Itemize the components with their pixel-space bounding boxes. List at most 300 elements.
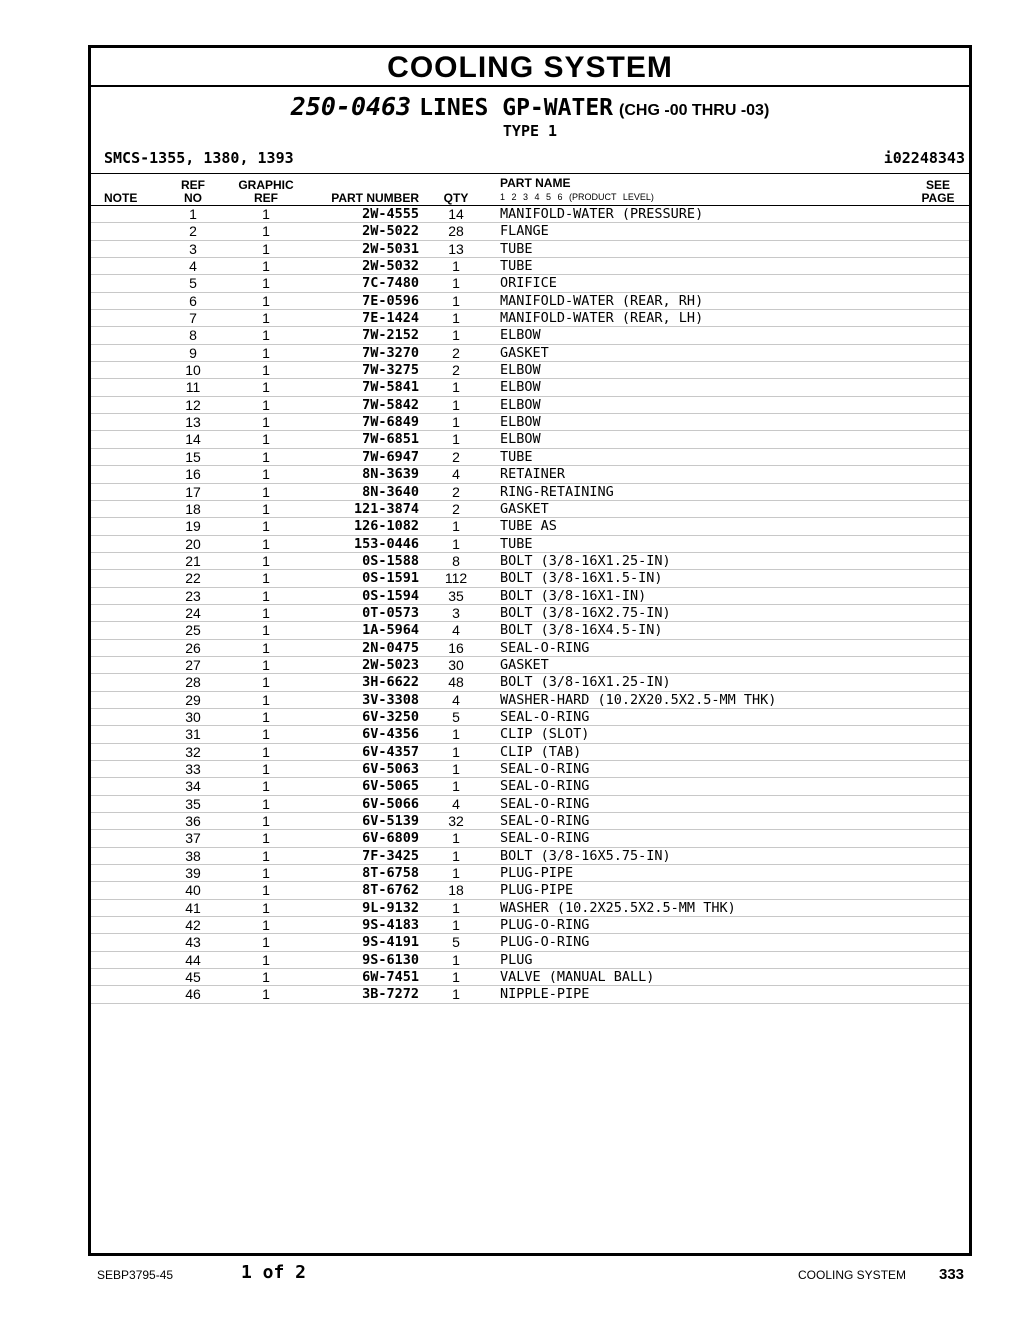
part-name-cell: RING-RETAINING [500, 483, 614, 500]
graphic-ref-cell: 1 [262, 656, 270, 673]
graphic-ref-cell: 1 [262, 223, 270, 240]
ref-no-cell: 24 [185, 604, 201, 621]
table-row [91, 345, 969, 362]
part-number-cell: 1A-5964 [362, 622, 419, 639]
table-row [91, 726, 969, 743]
part-name-cell: BOLT (3/8-16X5.75-IN) [500, 847, 671, 864]
graphic-ref-cell: 1 [262, 362, 270, 379]
table-row [91, 952, 969, 969]
qty-cell: 1 [452, 379, 460, 396]
col-header-ref-no-line2: NO [184, 191, 202, 205]
part-name-cell: WASHER (10.2X25.5X2.5-MM THK) [500, 899, 736, 916]
graphic-ref-cell: 1 [262, 986, 270, 1003]
ref-no-cell: 36 [185, 813, 201, 830]
table-row [91, 362, 969, 379]
ref-no-cell: 45 [185, 969, 201, 986]
part-number-cell: 2W-4555 [362, 206, 419, 222]
table-row [91, 275, 969, 292]
ref-no-cell: 30 [185, 708, 201, 725]
table-row [91, 796, 969, 813]
qty-cell: 1 [452, 830, 460, 847]
qty-cell: 1 [452, 778, 460, 795]
qty-cell: 1 [452, 951, 460, 968]
graphic-ref-cell: 1 [262, 552, 270, 569]
part-number-cell: 9S-4183 [362, 917, 419, 934]
part-number-cell: 6V-5063 [362, 761, 419, 777]
graphic-ref-cell: 1 [262, 795, 270, 812]
part-number-cell: 6V-5065 [362, 778, 419, 795]
part-number-cell: 6V-6809 [362, 830, 419, 847]
part-name-cell: RETAINER [500, 466, 566, 483]
part-number-cell: 0S-1588 [362, 552, 419, 569]
ref-no-cell: 33 [185, 761, 201, 777]
qty-cell: 1 [452, 518, 460, 535]
table-row [91, 327, 969, 344]
part-name-cell: ORIFICE [500, 275, 557, 292]
qty-cell: 32 [448, 813, 464, 830]
graphic-ref-cell: 1 [262, 743, 270, 760]
part-number-cell: 8N-3639 [362, 466, 419, 483]
graphic-ref-cell: 1 [262, 258, 270, 275]
qty-cell: 4 [452, 466, 460, 483]
graphic-ref-cell: 1 [262, 674, 270, 691]
ref-no-cell: 7 [189, 310, 197, 327]
qty-cell: 35 [448, 587, 464, 604]
part-number-cell: 7W-6849 [362, 414, 419, 431]
graphic-ref-cell: 1 [262, 535, 270, 552]
table-row [91, 986, 969, 1003]
part-name-cell: NIPPLE-PIPE [500, 986, 590, 1003]
part-name-cell: TUBE AS [500, 518, 557, 535]
part-number-cell: 3V-3308 [362, 691, 419, 708]
parts-list-frame [88, 45, 972, 1256]
qty-cell: 1 [452, 726, 460, 743]
group-name: LINES GP-WATER [419, 95, 614, 121]
part-number-cell: 8T-6758 [362, 865, 419, 882]
illustration-id: i02248343 [883, 149, 965, 167]
qty-cell: 4 [452, 622, 460, 639]
part-number-cell: 7W-3270 [362, 344, 419, 361]
ref-no-cell: 38 [185, 847, 201, 864]
ref-no-cell: 23 [185, 587, 201, 604]
footer-page-number: 333 [939, 1266, 965, 1283]
part-number-cell: 2W-5022 [362, 223, 419, 240]
part-number-cell: 9S-6130 [362, 951, 419, 968]
qty-cell: 2 [452, 448, 460, 465]
ref-no-cell: 6 [189, 292, 197, 309]
graphic-ref-cell: 1 [262, 951, 270, 968]
table-row [91, 830, 969, 847]
part-number-cell: 6V-4356 [362, 726, 419, 743]
table-row [91, 917, 969, 934]
qty-cell: 28 [448, 223, 464, 240]
graphic-ref-cell: 1 [262, 847, 270, 864]
table-row [91, 605, 969, 622]
qty-cell: 16 [448, 639, 464, 656]
part-name-cell: VALVE (MANUAL BALL) [500, 969, 655, 986]
part-number-cell: 7W-5842 [362, 396, 419, 413]
ref-no-cell: 13 [185, 414, 201, 431]
ref-no-cell: 10 [185, 362, 201, 379]
col-header-see-page-line2: PAGE [921, 191, 955, 205]
qty-cell: 5 [452, 708, 460, 725]
table-row [91, 449, 969, 466]
graphic-ref-cell: 1 [262, 344, 270, 361]
ref-no-cell: 37 [185, 830, 201, 847]
part-name-cell: SEAL-O-RING [500, 761, 590, 777]
qty-cell: 1 [452, 847, 460, 864]
qty-cell: 2 [452, 344, 460, 361]
graphic-ref-cell: 1 [262, 414, 270, 431]
graphic-ref-cell: 1 [262, 483, 270, 500]
group-type: TYPE 1 [502, 122, 558, 140]
table-row [91, 674, 969, 691]
part-name-cell: FLANGE [500, 223, 549, 240]
qty-cell: 112 [444, 570, 468, 587]
part-number-cell: 9L-9132 [362, 899, 419, 916]
table-row [91, 848, 969, 865]
part-number-cell: 2N-0475 [362, 639, 419, 656]
product-level-scale: 1 2 3 4 5 6 (PRODUCT LEVEL) [500, 192, 654, 202]
qty-cell: 30 [448, 656, 464, 673]
col-header-ref-no-line1: REF [181, 178, 205, 192]
ref-no-cell: 34 [185, 778, 201, 795]
col-header-graphic-ref [231, 179, 301, 205]
part-number-cell: 6W-7451 [362, 969, 419, 986]
table-row [91, 414, 969, 431]
part-name-cell: ELBOW [500, 396, 541, 413]
table-row [91, 206, 969, 223]
ref-no-cell: 44 [185, 951, 201, 968]
graphic-ref-cell: 1 [262, 379, 270, 396]
qty-cell: 1 [452, 431, 460, 448]
table-row [91, 622, 969, 639]
graphic-ref-cell: 1 [262, 865, 270, 882]
qty-cell: 8 [452, 552, 460, 569]
part-number-cell: 7E-0596 [362, 292, 419, 309]
graphic-ref-cell: 1 [262, 396, 270, 413]
part-number-cell: 7W-3275 [362, 362, 419, 379]
part-number-cell: 0S-1594 [362, 587, 419, 604]
qty-cell: 1 [452, 986, 460, 1003]
smcs-codes: SMCS-1355, 1380, 1393 [104, 149, 294, 167]
graphic-ref-cell: 1 [262, 292, 270, 309]
ref-no-cell: 12 [185, 396, 201, 413]
qty-cell: 1 [452, 275, 460, 292]
part-name-cell: SEAL-O-RING [500, 830, 590, 847]
part-name-cell: SEAL-O-RING [500, 813, 590, 830]
part-number-cell: 7W-2152 [362, 327, 419, 344]
ref-no-cell: 28 [185, 674, 201, 691]
table-row [91, 865, 969, 882]
ref-no-cell: 22 [185, 570, 201, 587]
part-name-cell: GASKET [500, 656, 549, 673]
parts-table [91, 206, 969, 1004]
part-name-cell: BOLT (3/8-16X1-IN) [500, 587, 647, 604]
graphic-ref-cell: 1 [262, 206, 270, 222]
part-name-cell: PLUG-O-RING [500, 934, 590, 951]
qty-cell: 1 [452, 414, 460, 431]
graphic-ref-cell: 1 [262, 691, 270, 708]
graphic-ref-cell: 1 [262, 882, 270, 899]
ref-no-cell: 9 [189, 344, 197, 361]
graphic-ref-cell: 1 [262, 587, 270, 604]
part-name-cell: SEAL-O-RING [500, 639, 590, 656]
ref-no-cell: 46 [185, 986, 201, 1003]
part-name-cell: PLUG-PIPE [500, 865, 574, 882]
graphic-ref-cell: 1 [262, 570, 270, 587]
part-number-cell: 8T-6762 [362, 882, 419, 899]
graphic-ref-cell: 1 [262, 969, 270, 986]
table-row [91, 518, 969, 535]
qty-cell: 2 [452, 362, 460, 379]
qty-cell: 5 [452, 934, 460, 951]
qty-cell: 1 [452, 258, 460, 275]
ref-no-cell: 11 [185, 379, 201, 396]
graphic-ref-cell: 1 [262, 708, 270, 725]
graphic-ref-cell: 1 [262, 830, 270, 847]
table-row [91, 484, 969, 501]
ref-no-cell: 20 [185, 535, 201, 552]
graphic-ref-cell: 1 [262, 639, 270, 656]
col-header-qty: QTY [443, 191, 469, 205]
qty-cell: 4 [452, 691, 460, 708]
part-number-cell: 6V-5066 [362, 795, 419, 812]
part-number-cell: 2W-5032 [362, 258, 419, 275]
part-name-cell: GASKET [500, 500, 549, 517]
qty-cell: 1 [452, 865, 460, 882]
part-name-cell: BOLT (3/8-16X1.25-IN) [500, 674, 671, 691]
ref-no-cell: 5 [189, 275, 197, 292]
qty-cell: 1 [452, 743, 460, 760]
part-number-cell: 7E-1424 [362, 310, 419, 327]
ref-no-cell: 8 [189, 327, 197, 344]
table-row [91, 379, 969, 396]
table-row [91, 310, 969, 327]
part-name-cell: TUBE [500, 535, 533, 552]
qty-cell: 48 [448, 674, 464, 691]
graphic-ref-cell: 1 [262, 466, 270, 483]
qty-cell: 1 [452, 535, 460, 552]
table-row [91, 223, 969, 240]
ref-no-cell: 16 [185, 466, 201, 483]
qty-cell: 1 [452, 327, 460, 344]
part-name-cell: SEAL-O-RING [500, 778, 590, 795]
footer-doc-id: SEBP3795-45 [97, 1268, 174, 1282]
table-row [91, 241, 969, 258]
part-name-cell: ELBOW [500, 379, 541, 396]
ref-no-cell: 26 [185, 639, 201, 656]
qty-cell: 3 [452, 604, 460, 621]
table-row [91, 466, 969, 483]
part-name-cell: SEAL-O-RING [500, 708, 590, 725]
part-name-cell: PLUG-O-RING [500, 917, 590, 934]
qty-cell: 4 [452, 795, 460, 812]
graphic-ref-cell: 1 [262, 327, 270, 344]
ref-no-cell: 27 [185, 656, 201, 673]
table-row [91, 969, 969, 986]
part-number-cell: 2W-5031 [362, 240, 419, 257]
table-row [91, 553, 969, 570]
part-number-cell: 7C-7480 [362, 275, 419, 292]
table-row [91, 934, 969, 951]
graphic-ref-cell: 1 [262, 726, 270, 743]
part-name-cell: PLUG [500, 951, 533, 968]
ref-no-cell: 39 [185, 865, 201, 882]
ref-no-cell: 40 [185, 882, 201, 899]
col-header-graphic-ref-line2: REF [254, 191, 278, 205]
part-name-cell: BOLT (3/8-16X4.5-IN) [500, 622, 663, 639]
qty-cell: 1 [452, 396, 460, 413]
table-row [91, 397, 969, 414]
table-row [91, 744, 969, 761]
part-name-cell: WASHER-HARD (10.2X20.5X2.5-MM THK) [500, 691, 777, 708]
graphic-ref-cell: 1 [262, 917, 270, 934]
graphic-ref-cell: 1 [262, 813, 270, 830]
group-heading [91, 92, 969, 121]
part-name-cell: GASKET [500, 344, 549, 361]
graphic-ref-cell: 1 [262, 934, 270, 951]
part-number-cell: 0T-0573 [362, 604, 419, 621]
part-name-cell: TUBE [500, 448, 533, 465]
table-row [91, 813, 969, 830]
part-number-cell: 3H-6622 [362, 674, 419, 691]
graphic-ref-cell: 1 [262, 500, 270, 517]
part-name-cell: MANIFOLD-WATER (REAR, RH) [500, 292, 704, 309]
graphic-ref-cell: 1 [262, 275, 270, 292]
table-row [91, 900, 969, 917]
graphic-ref-cell: 1 [262, 310, 270, 327]
ref-no-cell: 43 [185, 934, 201, 951]
footer-section: COOLING SYSTEM [798, 1268, 907, 1282]
table-row [91, 640, 969, 657]
part-number-cell: 6V-5139 [362, 813, 419, 830]
table-row [91, 761, 969, 778]
ref-no-cell: 42 [185, 917, 201, 934]
ref-no-cell: 41 [185, 899, 201, 916]
part-name-cell: ELBOW [500, 362, 541, 379]
table-row [91, 431, 969, 448]
table-row [91, 588, 969, 605]
part-name-cell: ELBOW [500, 414, 541, 431]
graphic-ref-cell: 1 [262, 431, 270, 448]
section-title: COOLING SYSTEM [91, 48, 969, 87]
part-number-cell: 7W-6851 [362, 431, 419, 448]
ref-no-cell: 2 [189, 223, 197, 240]
table-row [91, 501, 969, 518]
part-number-cell: 6V-3250 [362, 708, 419, 725]
ref-no-cell: 21 [185, 552, 201, 569]
ref-no-cell: 18 [185, 500, 201, 517]
qty-cell: 1 [452, 761, 460, 777]
group-number: 250-0463 [290, 92, 412, 121]
part-name-cell: BOLT (3/8-16X1.25-IN) [500, 552, 671, 569]
ref-no-cell: 25 [185, 622, 201, 639]
graphic-ref-cell: 1 [262, 518, 270, 535]
col-header-graphic-ref-line1: GRAPHIC [238, 178, 294, 192]
part-number-cell: 121-3874 [353, 500, 419, 517]
part-number-cell: 7W-5841 [362, 379, 419, 396]
footer-page-of: 1 of 2 [241, 1262, 307, 1283]
col-header-see-page [913, 179, 963, 205]
ref-no-cell: 17 [185, 483, 201, 500]
qty-cell: 2 [452, 500, 460, 517]
part-name-cell: ELBOW [500, 431, 541, 448]
ref-no-cell: 32 [185, 743, 201, 760]
table-row [91, 709, 969, 726]
part-number-cell: 126-1082 [353, 518, 419, 535]
part-name-cell: BOLT (3/8-16X1.5-IN) [500, 570, 663, 587]
col-header-note: NOTE [104, 191, 138, 205]
ref-no-cell: 19 [185, 518, 201, 535]
table-row [91, 570, 969, 587]
col-header-part-number: PART NUMBER [331, 191, 419, 205]
qty-cell: 14 [448, 206, 464, 222]
qty-cell: 1 [452, 310, 460, 327]
ref-no-cell: 4 [189, 258, 197, 275]
part-number-cell: 7W-6947 [362, 448, 419, 465]
table-row [91, 258, 969, 275]
graphic-ref-cell: 1 [262, 899, 270, 916]
part-name-cell: PLUG-PIPE [500, 882, 574, 899]
part-name-cell: MANIFOLD-WATER (PRESSURE) [500, 206, 704, 222]
qty-cell: 2 [452, 483, 460, 500]
graphic-ref-cell: 1 [262, 622, 270, 639]
table-row [91, 692, 969, 709]
part-number-cell: 0S-1591 [362, 570, 419, 587]
graphic-ref-cell: 1 [262, 240, 270, 257]
table-row [91, 657, 969, 674]
table-row [91, 536, 969, 553]
ref-no-cell: 31 [185, 726, 201, 743]
ref-no-cell: 1 [189, 206, 197, 222]
ref-no-cell: 15 [185, 448, 201, 465]
part-name-cell: ELBOW [500, 327, 541, 344]
qty-cell: 1 [452, 917, 460, 934]
part-name-cell: TUBE [500, 258, 533, 275]
col-header-see-page-line1: SEE [925, 178, 950, 192]
qty-cell: 13 [448, 240, 464, 257]
part-number-cell: 6V-4357 [362, 743, 419, 760]
part-number-cell: 153-0446 [353, 535, 419, 552]
graphic-ref-cell: 1 [262, 778, 270, 795]
qty-cell: 1 [452, 969, 460, 986]
part-name-cell: BOLT (3/8-16X2.75-IN) [500, 604, 671, 621]
qty-cell: 1 [452, 899, 460, 916]
ref-no-cell: 14 [185, 431, 201, 448]
col-header-ref-no [173, 179, 213, 205]
part-name-cell: MANIFOLD-WATER (REAR, LH) [500, 310, 704, 327]
part-name-cell: CLIP (SLOT) [500, 726, 590, 743]
col-header-part-name: PART NAME [500, 176, 571, 190]
ref-no-cell: 29 [185, 691, 201, 708]
ref-no-cell: 35 [185, 795, 201, 812]
graphic-ref-cell: 1 [262, 604, 270, 621]
ref-no-cell: 3 [189, 240, 197, 257]
part-name-cell: SEAL-O-RING [500, 795, 590, 812]
part-name-cell: TUBE [500, 240, 533, 257]
qty-cell: 1 [452, 292, 460, 309]
part-number-cell: 2W-5023 [362, 656, 419, 673]
part-number-cell: 3B-7272 [362, 986, 419, 1003]
table-row [91, 882, 969, 899]
graphic-ref-cell: 1 [262, 761, 270, 777]
part-name-cell: CLIP (TAB) [500, 743, 582, 760]
part-number-cell: 8N-3640 [362, 483, 419, 500]
header-top-rule [91, 173, 969, 174]
part-number-cell: 9S-4191 [362, 934, 419, 951]
part-number-cell: 7F-3425 [362, 847, 419, 864]
